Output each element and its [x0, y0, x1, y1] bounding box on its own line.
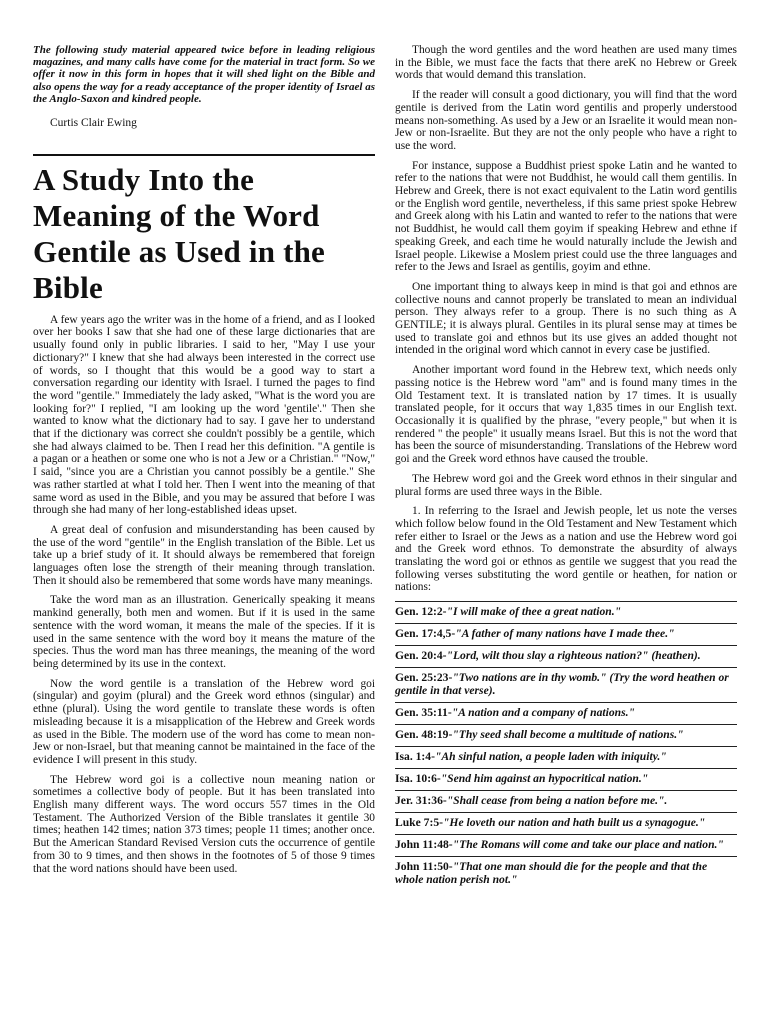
- verse-item: [395, 623, 737, 645]
- verse-reference: Gen. 25:23-: [395, 671, 453, 685]
- verse-item: [395, 667, 737, 702]
- body-paragraph: Now the word gentile is a translation of the Hebrew word goi (singular) and goyim (plural) and the Greek word ethnos (singular) and ethne (plural). Using the word gentile to translate these words is often misleading because it is a misapplication of the Hebrew and Greek words as used in the Bible. The modern use of the word has come to mean non-Jew or non-Israel, but that meaning cannot be maintained in the face of the evidence I will present in this study.: [33, 677, 375, 766]
- body-paragraph: 1. In referring to the Israel and Jewish people, let us note the verses which follow below found in the Old Testament and New Testament which refer either to Israel or the Jews as a nation and use the Hebrew word goi and the Greek word ethnos. To demonstrate the absurdity of always translating the word goi or ethnos as gentile we suggest that you read the following verses substituting the word gentile or heathen, for nation or nations:: [395, 505, 737, 594]
- verse-item: [395, 746, 737, 768]
- body-paragraph: Another important word found in the Hebrew text, which needs only passing notice is the Hebrew word "am" and is found many times in the Old Testament text. It is translated nation by 17 times. It is usually translated people, for it occurs that way 1,835 times in our English text. Occasionally it is qualified by the phrase, "every people," but when it is rendered " the people" it usually means Israel. But this is not the word that has been the source of misunderstanding. Translations of the Hebrew word goi and the Greek word ethnos have caused the trouble.: [395, 364, 737, 466]
- body-paragraph: A few years ago the writer was in the home of a friend, and as I looked over her books I saw that she had one of these large dictionaries that are usually found only in public libraries. I said to her, "May I use your dictionary?" I knew that she had always been interested in the correct use of words, so I thought that this would be a good way to start a conversation regarding our identity with Israel. I turned the pages to find the word "gentile." Immediately the lady asked, "What is the word you are looking for?" I replied, "I am looking up the word 'gentile'." Then she wanted to know what the dictionary had to say. I gave her to understand that if the dictionary was correct she couldn't possibly be a gentile, which she had always claimed to be. Then I read her this definition. "A gentile is a pagan or a heathen or some one who is not a Jew or a Christian." "Now," I said, "since you are a Christian you cannot possibly be a gentile." She was rather startled at what I told her. Then I went into the meaning of that same word as used in the Bible, and you may be assured that before I was through she had many of her long-established ideas upset.: [33, 313, 375, 517]
- verse-reference: Gen. 12:2-: [395, 605, 447, 619]
- verse-text: "A father of many nations have I made thee.": [455, 627, 675, 641]
- body-paragraph: For instance, suppose a Buddhist priest spoke Latin and he wanted to refer to the nations that were not Buddhist, he would call them gentilis. In Hebrew and Greek, there is not exact equivalent to the Latin word gentilis or the English word gentile, nevertheless, if this same priest spoke Hebrew and Greek along with his Latin and wanted to refer to the nations that were not Buddhist, he would call them goyim if speaking Hebrew and ethne if speaking Greek, and each time he would naturally include the Jewish and Israel people. Likewise a Moslem priest could use the three languages and refer to the Jews and Israel as gentilis, goyim and ethne.: [395, 159, 737, 274]
- verse-text: "Two nations are in thy womb." (Try the word heathen or gentile in that verse).: [395, 671, 729, 698]
- verse-item: [395, 724, 737, 746]
- body-paragraph: The Hebrew word goi and the Greek word ethnos in their singular and plural forms are used three ways in the Bible.: [395, 472, 737, 498]
- verse-text: "I will make of thee a great nation.": [446, 605, 622, 619]
- verse-item: [395, 812, 737, 834]
- verse-item: [395, 768, 737, 790]
- body-paragraph: The Hebrew word goi is a collective noun meaning nation or sometimes a collective body of people. But it has been translated into English many different ways. The word occurs 557 times in the Old Testament. The Authorized Version of the Bible translates it gentile 30 times; heathen 142 times; nation 373 times; people 11 times; another once. But the American Standard Revised Version cuts the occurrence of gentile from 30 to 9 times, and then shows in the footnotes of 5 of those 9 times that the word nations should have been used.: [33, 773, 375, 875]
- verse-item: [395, 790, 737, 812]
- verse-text: "Thy seed shall become a multitude of nations.": [452, 728, 684, 742]
- verse-item: [395, 856, 737, 891]
- intro-note: The following study material appeared twice before in leading religious magazines, and many calls have come for the material in tract form. So we offer it now in this form in hopes that it will shed light on the Bible and also opens the way for a ready acceptance of the proper identity of Israel as the Anglo-Saxon and kindred people.: [33, 44, 375, 105]
- right-column: [395, 44, 737, 891]
- verse-reference: Gen. 17:4,5-: [395, 627, 456, 641]
- verse-item: [395, 601, 737, 623]
- body-paragraph: Though the word gentiles and the word heathen are used many times in the Bible, we must face the facts that there areK no Hebrew or Greek words that would demand this translation.: [395, 44, 737, 82]
- verse-reference: Isa. 1:4-: [395, 750, 435, 764]
- body-paragraph: One important thing to always keep in mind is that goi and ethnos are collective nouns and cannot properly be translated to mean an individual person. They always refer to a group. There is no such thing as A GENTILE; it is always plural. Gentiles in its plural sense may at times be used to translate goi and ethnos but its use gives an added thought not intended in the original word which cannot in every case be justified.: [395, 280, 737, 357]
- verse-text: "A nation and a company of nations.": [451, 706, 635, 720]
- verse-reference: Gen. 20:4-: [395, 649, 447, 663]
- verse-text: "Lord, wilt thou slay a righteous nation?" (heathen).: [446, 649, 701, 663]
- verse-reference: Luke 7:5-: [395, 816, 443, 830]
- body-paragraph: Take the word man as an illustration. Generically speaking it means mankind generally, both men and women. But if it is used in the same sentence with the word woman, it means the male of the species. If it is used in the same sentence with the word boy it means the mature of the species. Thus the word man has three meanings, the meaning of the word being determined by its use in the context.: [33, 594, 375, 670]
- verse-text: "The Romans will come and take our place and nation.": [452, 838, 724, 852]
- verse-reference: Gen. 48:19-: [395, 728, 453, 742]
- author-byline: Curtis Clair Ewing: [50, 117, 137, 130]
- body-paragraph: A great deal of confusion and misunderstanding has been caused by the use of the word "gentile" in the English translation of the Bible. Let us take up a brief study of it. It should always be remembered that foreign languages often lose the strength of their meaning through translation. Then it should also be remembered that some words have many meanings.: [33, 523, 375, 587]
- verse-text: "Shall cease from being a nation before me.".: [446, 794, 668, 808]
- left-column: [33, 44, 375, 882]
- verse-reference: John 11:48-: [395, 838, 453, 852]
- verse-list: [395, 601, 737, 891]
- verse-reference: John 11:50-: [395, 860, 453, 874]
- verse-reference: Gen. 35:11-: [395, 706, 452, 720]
- verse-reference: Isa. 10:6-: [395, 772, 441, 786]
- body-paragraph: If the reader will consult a good dictionary, you will find that the word gentile is derived from the Latin word gentilis and properly understood means non-something. As used by a Jew or an Israelite it would mean non-Jew or non-Israelite. But they are not the only people who have a right to use the word.: [395, 89, 737, 152]
- verse-text: "Send him against an hypocritical nation.": [440, 772, 649, 786]
- article-title: A Study Into the Meaning of the Word Gentile as Used in the Bible: [33, 161, 326, 305]
- verse-text: "He loveth our nation and hath built us a synagogue.": [443, 816, 706, 830]
- verse-text: "Ah sinful nation, a people laden with iniquity.": [434, 750, 667, 764]
- title-rule: [33, 154, 375, 156]
- verse-text: "That one man should die for the people and that the whole nation perish not.": [395, 860, 708, 887]
- verse-item: [395, 645, 737, 667]
- verse-reference: Jer. 31:36-: [395, 794, 447, 808]
- verse-item: [395, 702, 737, 724]
- verse-item: [395, 834, 737, 856]
